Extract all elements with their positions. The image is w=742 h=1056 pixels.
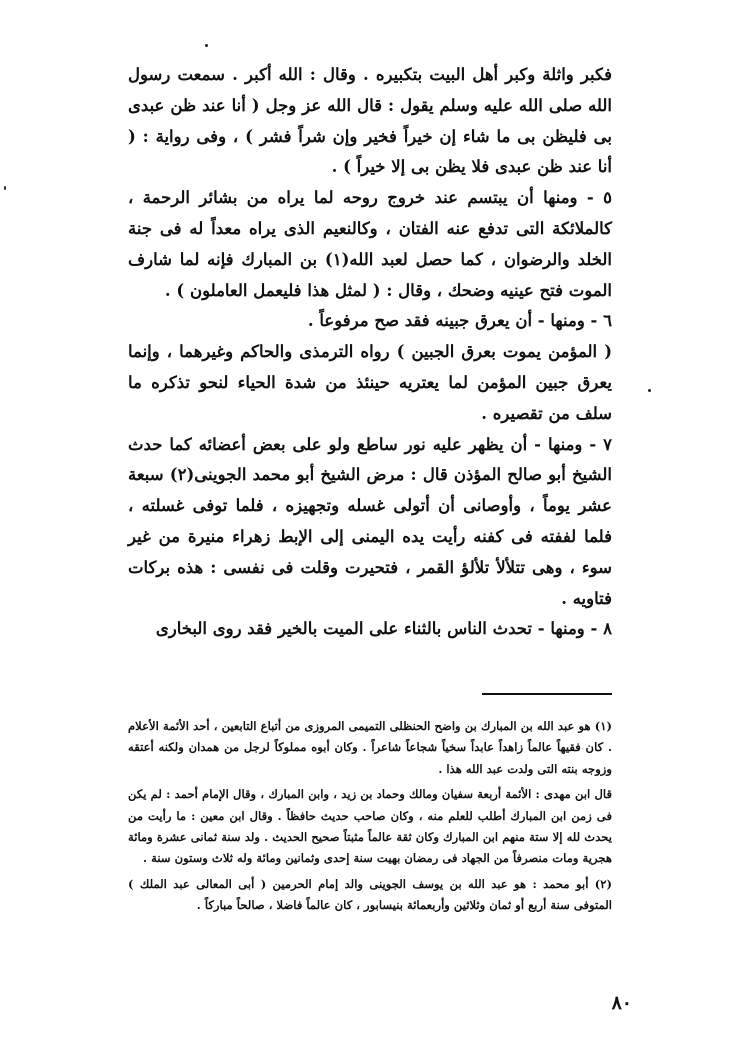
paragraph-hadith-sweat: ( المؤمن يموت بعرق الجبين ) رواه الترمذى والحاكم وغيرهما ، وإنما يعرق جبين المؤمن لما يعتريه حينئذ من شدة الحياء لنحو تذكره ما سلف من تقصيره .: [128, 342, 612, 423]
ink-speck: [4, 186, 6, 190]
ink-speck: [205, 44, 208, 47]
ink-speck: [648, 389, 651, 392]
footnote-1: (١) هو عبد الله بن المبارك بن واضح الحنظلى التميمى المروزى من أتباع التابعين ، أحد الأئمة الأعلام . كان فقيهاً عالماً زاهداً عابداً سخياً شجاعاً شاعراً . وكان أبوه مملوكاً لرجل من همدان ولكنه أعتقه وزوجه بنته التى ولدت عبد الله هذا .: [128, 719, 612, 776]
page-number: ٨٠: [611, 992, 632, 1014]
footnote-2: (٢) أبو محمد : هو عبد الله بن يوسف الجوينى والد إمام الحرمين ( أبى المعالى عبد الملك ) المتوفى سنة أربع أو ثمان وثلاثين وأربعمائة بنيسابور ، كان عالماً فاضلا ، صالحاً مباركاً .: [128, 876, 612, 913]
paragraph-wathila: فكبر واثلة وكبر أهل البيت بتكبيره . وقال : الله أكبر . سمعت رسول الله صلى الله عليه وسلم يقول : قال الله عز وجل ( أنا عند ظن عبدى بى فليظن بى ما شاء إن خيراً فخير وإن شراً فشر ) ، وفى رواية : ( أنا عند ظن عبدى فلا يظن بى إلا خيراً ) .: [128, 65, 612, 177]
paragraph-eight-praise: ٨ - ومنها - تحدث الناس بالثناء على الميت بالخير فقد روى البخارى: [155, 619, 612, 639]
footnote-divider: [482, 693, 612, 695]
footnotes: [128, 716, 612, 917]
main-text: [128, 60, 612, 645]
paragraph-seven-light: ٧ - ومنها - أن يظهر عليه نور ساطع ولو على بعض أعضائه كما حدث الشيخ أبو صالح المؤذن قال : مرض الشيخ أبو محمد الجوينى(٢) سبعة عشر يوماً ، وأوصانى أن أتولى غسله وتجهيزه ، فلما توفى غسلته ، فلما لففته فى كفنه رأيت يده اليمنى إلى الإبط زهراء منيرة من غير سوء ، وهى تتلألأ تلألؤ القمر ، فتحيرت وقلت فى نفسى : هذه بركات فتاويه .: [128, 434, 612, 608]
footnote-1-continued: قال ابن مهدى : الأئمة أربعة سفيان ومالك وحماد بن زيد ، وابن المبارك ، وقال الإمام أحمد : لم يكن فى زمن ابن المبارك أطلب للعلم منه ، وكان صاحب حديث حافظاً . وقال ابن معين : ما رأيت من يحدث لله إلا ستة منهم ابن المبارك وكان ثقة عالماً مثبتاً صحيح الحديث . ولد سنة ثمانى عشرة ومائة هجرية ومات منصرفاً من الجهاد فى رمضان بهيت سنة إحدى وثمانين ومائة وله ثلاث وستون سنة .: [128, 787, 612, 866]
paragraph-five-smile: ٥ - ومنها أن يبتسم عند خروج روحه لما يراه من بشائر الرحمة ، كالملائكة التى تدفع عنه الفتان ، وكالنعيم الذى يراه معداً له فى جنة الخلد والرضوان ، كما حصل لعبد الله(١) بن المبارك فإنه لما شارف الموت فتح عينيه وضحك ، وقال : ( لمثل هذا فليعمل العاملون ) .: [128, 188, 612, 300]
paragraph-six-sweat: ٦ - ومنها - أن يعرق جبينه فقد صح مرفوعاً .: [307, 311, 612, 331]
